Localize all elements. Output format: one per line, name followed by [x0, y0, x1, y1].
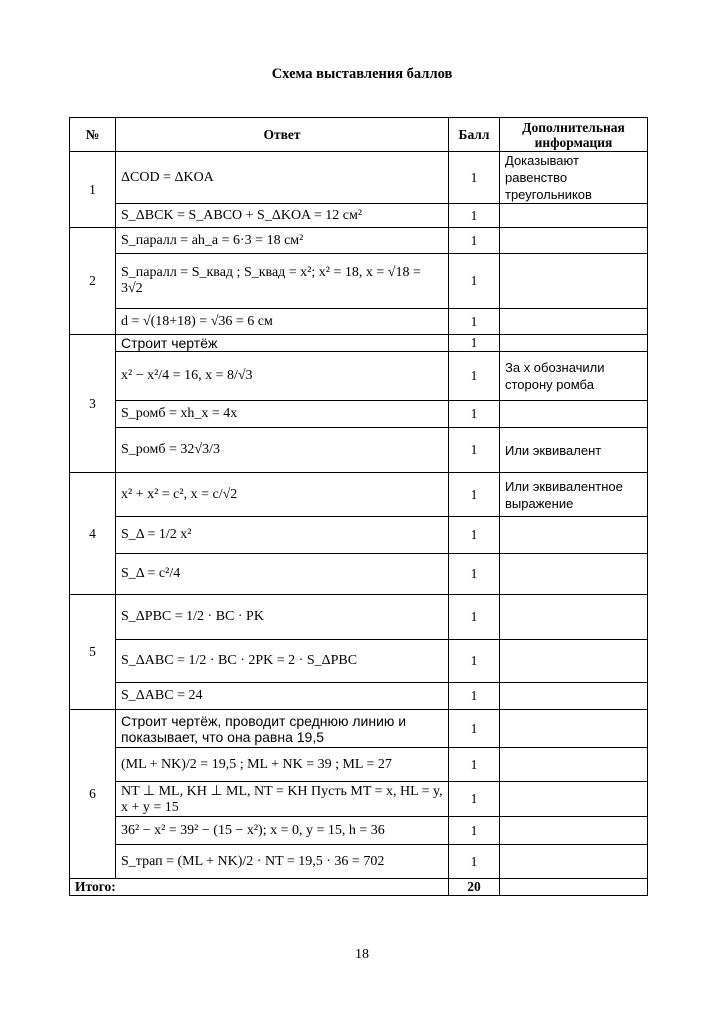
answer-text: S_паралл = ah_a = 6·3 = 18 см²: [121, 232, 304, 248]
points-cell: 1: [449, 640, 500, 683]
answer-cell: [116, 683, 449, 710]
info-cell: За x обозначили сторону ромба: [500, 352, 648, 401]
answer-text: d = √(18+18) = √36 = 6 см: [121, 313, 273, 329]
info-cell: [500, 554, 648, 595]
answer-text: Строит чертёж: [121, 335, 218, 351]
points-cell: 1: [449, 204, 500, 228]
header-row: [70, 118, 648, 152]
answer-text: S_ΔBCK = S_ABCO + S_ΔKOA = 12 см²: [121, 207, 363, 223]
answer-cell: [116, 640, 449, 683]
answer-cell: [116, 595, 449, 640]
header-points: Балл: [449, 118, 500, 152]
info-cell: [500, 817, 648, 845]
page-title: Схема выставления баллов: [271, 66, 453, 82]
total-points: 20: [449, 879, 500, 896]
table-row: [70, 640, 648, 683]
info-cell: Или эквивалент: [500, 428, 648, 473]
task-number: 5: [70, 595, 116, 710]
answer-cell: [116, 554, 449, 595]
info-cell: Или эквивалентное выражение: [500, 473, 648, 517]
answer-cell: [116, 309, 449, 335]
table-row: [70, 428, 648, 473]
info-cell: [500, 335, 648, 352]
table-row: [70, 309, 648, 335]
table-row: [70, 782, 648, 817]
answer-text: x² + x² = c², x = c/√2: [121, 486, 238, 502]
points-cell: 1: [449, 554, 500, 595]
table-row: [70, 817, 648, 845]
table-row: [70, 710, 648, 748]
table-row: [70, 845, 648, 879]
answer-text: NT ⊥ ML, KH ⊥ ML, NT = KH Пусть MT = x, HL = y, x + y = 15: [121, 783, 443, 815]
info-cell: [500, 228, 648, 254]
answer-cell: [116, 152, 449, 204]
info-cell: [500, 309, 648, 335]
total-row: [70, 879, 648, 896]
table-row: [70, 401, 648, 428]
table-row: [70, 228, 648, 254]
total-info: [500, 879, 648, 896]
table-row: [70, 254, 648, 309]
header-num: №: [70, 118, 116, 152]
points-cell: 1: [449, 228, 500, 254]
info-cell: [500, 595, 648, 640]
table-row: [70, 595, 648, 640]
info-cell: [500, 845, 648, 879]
answer-text: S_ромб = xh_x = 4x: [121, 406, 238, 421]
answer-text: S_Δ = 1/2 x²: [121, 527, 192, 542]
answer-text: S_ΔPBC = 1/2 · BC · PK: [121, 609, 264, 624]
info-cell: [500, 204, 648, 228]
answer-cell: [116, 335, 449, 352]
answer-text: S_Δ = c²/4: [121, 566, 181, 581]
info-cell: [500, 640, 648, 683]
answer-text: x² − x²/4 = 16, x = 8/√3: [121, 368, 253, 383]
answer-cell: [116, 817, 449, 845]
task-number: 6: [70, 710, 116, 879]
points-cell: 1: [449, 683, 500, 710]
info-cell: [500, 517, 648, 554]
info-cell: [500, 401, 648, 428]
answer-cell: [116, 473, 449, 517]
table-row: [70, 683, 648, 710]
table-row: [70, 748, 648, 782]
header-info: Дополнительная информация: [500, 118, 648, 152]
points-cell: 1: [449, 782, 500, 817]
info-cell: [500, 254, 648, 309]
table-row: [70, 352, 648, 401]
task-number: 2: [70, 228, 116, 335]
points-cell: 1: [449, 254, 500, 309]
points-cell: 1: [449, 309, 500, 335]
scoring-table: [69, 117, 648, 896]
answer-cell: [116, 401, 449, 428]
task-number: 4: [70, 473, 116, 595]
points-cell: 1: [449, 352, 500, 401]
answer-text: Строит чертёж, проводит среднюю линию и показывает, что она равна 19,5: [121, 712, 407, 745]
total-label: Итого:: [70, 879, 449, 896]
info-cell: Доказывают равенство треугольников: [500, 152, 648, 204]
points-cell: 1: [449, 817, 500, 845]
answer-text: (ML + NK)/2 = 19,5 ; ML + NK = 39 ; ML = 27: [121, 756, 392, 772]
answer-cell: [116, 228, 449, 254]
answer-cell: [116, 710, 449, 748]
answer-cell: [116, 428, 449, 473]
table-row: [70, 152, 648, 204]
answer-cell: [116, 845, 449, 879]
answer-text: ΔCOD = ΔKOA: [121, 169, 214, 185]
points-cell: 1: [449, 595, 500, 640]
table-row: [70, 204, 648, 228]
points-cell: 1: [449, 428, 500, 473]
table-row: [70, 335, 648, 352]
table-row: [70, 554, 648, 595]
info-cell: [500, 683, 648, 710]
points-cell: 1: [449, 401, 500, 428]
answer-cell: [116, 782, 449, 817]
answer-text: S_ΔABC = 1/2 · BC · 2PK = 2 · S_ΔPBC: [121, 653, 358, 668]
answer-cell: [116, 517, 449, 554]
points-cell: 1: [449, 152, 500, 204]
points-cell: 1: [449, 335, 500, 352]
points-cell: 1: [449, 517, 500, 554]
answer-cell: [116, 748, 449, 782]
table-row: [70, 517, 648, 554]
info-cell: [500, 748, 648, 782]
answer-text: S_трап = (ML + NK)/2 · NT = 19,5 · 36 = 702: [121, 853, 385, 869]
answer-text: 36² − x² = 39² − (15 − x²); x = 0, y = 15, h = 36: [121, 822, 385, 838]
page-number: 18: [355, 947, 369, 962]
table-row: [70, 473, 648, 517]
answer-text: S_ΔABC = 24: [121, 688, 203, 703]
points-cell: 1: [449, 710, 500, 748]
answer-cell: [116, 254, 449, 309]
info-cell: [500, 710, 648, 748]
answer-text: S_паралл = S_квад ; S_квад = x²; x² = 18, x = √18 = 3√2: [121, 265, 421, 296]
points-cell: 1: [449, 845, 500, 879]
answer-text: S_ромб = 32√3/3: [121, 442, 220, 457]
task-number: 3: [70, 335, 116, 473]
points-cell: 1: [449, 473, 500, 517]
info-cell: [500, 782, 648, 817]
header-answer: Ответ: [116, 118, 449, 152]
answer-cell: [116, 204, 449, 228]
points-cell: 1: [449, 748, 500, 782]
task-number: 1: [70, 152, 116, 228]
answer-cell: [116, 352, 449, 401]
